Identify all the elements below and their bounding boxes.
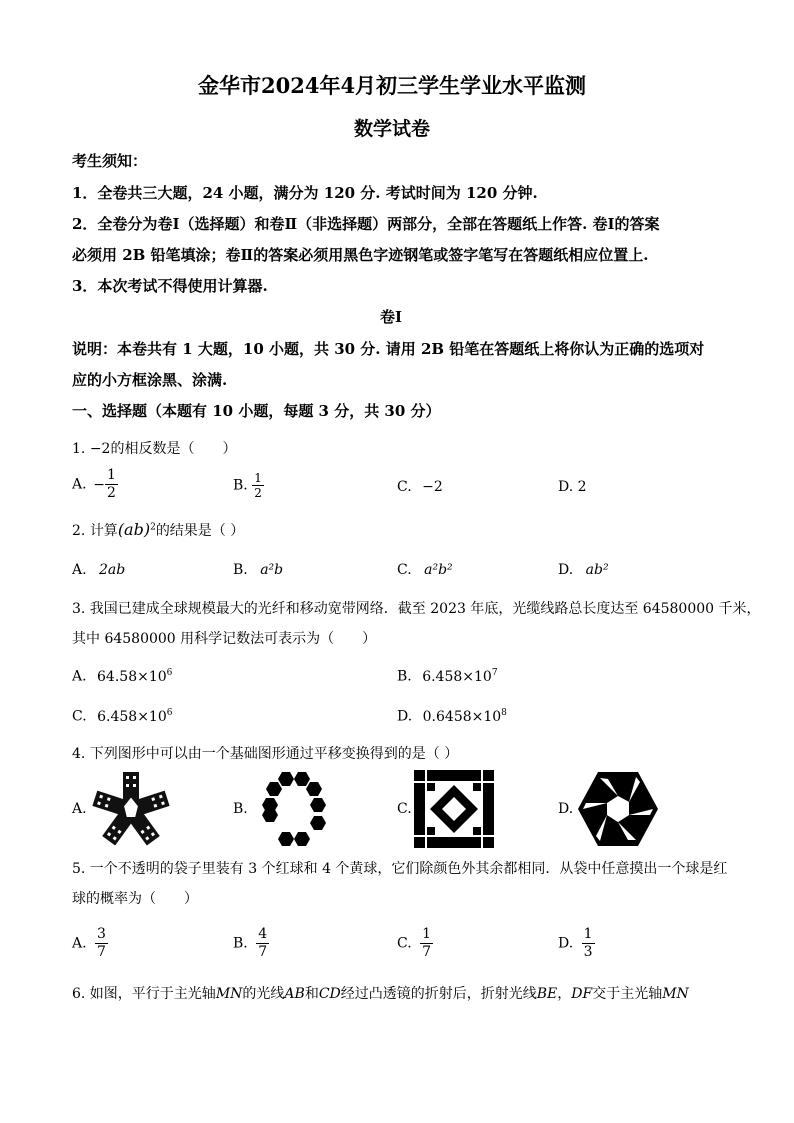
numerator: 1 [422,926,432,942]
notice-item-2a: 2．全卷分为卷Ⅰ（选择题）和卷Ⅱ（非选择题）两部分，全部在答题纸上作答. 卷Ⅰ的答案 [72,215,660,233]
q5-b-fraction [256,926,269,961]
option-label: C. [397,935,412,952]
numerator: 1 [254,471,262,485]
denominator: 2 [254,486,262,500]
q1-number: 1. [72,441,86,457]
q2-option-a [72,562,125,578]
q5-option-a [72,926,108,961]
exam-title: 金华市2024年4月初三学生学业水平监测 [198,73,587,98]
q1-option-c [397,479,443,495]
option-label: A. [72,476,87,493]
q4-figure-a-film-star [90,768,172,850]
q4-figure-b-hexagons [252,768,336,850]
q1-option-d [558,479,587,495]
option-label: D. [558,479,574,495]
q6-text-b: 的光线 [242,986,285,1002]
option-label: B. [233,935,248,952]
q5-c-fraction [420,926,433,961]
q2-option-b [233,562,283,578]
q6-text-c: 和 [304,986,319,1002]
q6-text [72,983,689,1003]
q6-text-a: 6. 如图，平行于主光轴 [72,986,216,1002]
q5-option-b [233,926,269,961]
option-label: B. [233,477,248,494]
option-label: B. [397,668,412,685]
notice-item-1: 1．全卷共三大题，24 小题，满分为 120 分. 考试时间为 120 分钟. [72,184,538,202]
numerator: 1 [583,926,593,942]
option-label: A. [72,668,87,685]
q6-math-mn: MN [215,986,243,1002]
q1-text: 的相反数是（ ） [110,441,237,457]
option-value: 6.458×10 [422,668,492,685]
option-label: D. [397,708,413,725]
q3-option-d [397,708,507,725]
denominator: 7 [422,944,432,960]
q1-option-a [72,467,118,502]
q3-line-2: 其中 64580000 用科学记数法可表示为（ ） [72,631,377,647]
q2-exponent: 2 [150,522,156,533]
option-label: C. [397,479,412,495]
q3-option-b [397,668,498,685]
question-1 [72,438,236,458]
q3-option-a [72,668,172,685]
q6-math-mn-2: MN [662,986,689,1002]
q2-number: 2. [72,523,86,539]
numerator: 1 [107,467,116,483]
q1-option-b [233,471,264,500]
option-value: 2 [577,479,587,495]
q6-text-d: 经过凸透镜的折射后，折射光线 [340,986,537,1002]
q2-text-b: 的结果是（ ） [155,523,245,539]
option-label: C. [397,562,412,578]
q4-label-b: B. [233,801,248,817]
denominator: 7 [97,944,106,960]
q5-a-fraction [95,926,108,961]
q6-math-ab: AB [284,986,305,1002]
q2-option-d [558,562,609,578]
exponent: 6 [166,668,173,678]
q1-math: −2 [89,441,111,457]
option-value: 2ab [99,562,126,578]
notice-heading: 考生须知： [72,152,148,170]
section-desc-b: 应的小方框涂黑、涂满. [72,371,228,389]
q1-a-fraction [105,467,118,502]
notice-item-2b: 必须用 2B 铅笔填涂；卷Ⅱ的答案必须用黑色字迹钢笔或签字笔写在答题纸相应位置上. [72,246,649,264]
denominator: 3 [583,944,593,960]
exam-subtitle: 数学试卷 [354,118,431,140]
q3-line-1: 3. 我国已建成全球规模最大的光纤和移动宽带网络．截至 2023 年底，光缆线路总长度达至 64580000 千米， [72,601,761,617]
q4-text: 4. 下列图形中可以由一个基础图形通过平移变换得到的是（ ） [72,746,459,762]
q5-line-2: 球的概率为（ ） [72,891,198,907]
q6-text-e: ， [557,986,572,1002]
q5-line-1: 5. 一个不透明的袋子里装有 3 个红球和 4 个黄球，它们除颜色外其余都相同．从袋中任意摸出一个球是红 [72,861,728,877]
q4-figure-c-square-frame [414,770,494,848]
option-label: D. [558,935,574,952]
q3-option-c [72,708,172,725]
q1-b-fraction [252,471,264,500]
exponent: 8 [501,708,507,718]
option-value: 0.6458×10 [422,708,502,725]
q5-option-d [558,926,595,961]
numerator: 4 [258,926,268,942]
exponent: 6 [166,708,173,718]
option-label: D. [558,562,574,578]
option-label: C. [72,708,87,725]
option-label: A. [72,935,87,952]
q2-math: (ab) [117,520,151,539]
option-value: −2 [422,479,443,495]
film-strip [92,772,169,845]
option-label: A. [72,562,87,578]
q5-option-c [397,926,433,961]
part-title: 一、选择题（本题有 10 小题，每题 3 分，共 30 分） [72,402,441,420]
option-value: 6.458×10 [97,708,167,725]
q5-d-fraction [582,926,595,961]
denominator: 7 [258,944,268,960]
q4-label-d: D. [558,801,574,817]
q1-a-sign: − [93,476,106,493]
exponent: 7 [491,668,498,678]
q6-math-be: BE [536,986,558,1002]
q2-text-a: 计算 [89,523,118,539]
section-title: 卷Ⅰ [380,308,403,326]
q6-math-cd: CD [318,986,341,1002]
question-2 [72,520,244,540]
option-value: ab² [585,562,609,578]
option-value: a²b [260,562,284,578]
option-value: a²b² [424,562,453,578]
q4-label-c: C. [397,801,412,817]
option-value: 64.58×10 [97,668,167,685]
q6-text-f: 交于主光轴 [592,986,663,1002]
q4-figure-d-aperture [578,770,658,848]
q2-option-c [397,562,453,578]
q4-label-a: A. [72,801,87,817]
q6-math-df: DF [571,986,593,1002]
section-desc-a: 说明：本卷共有 1 大题，10 小题，共 30 分. 请用 2B 铅笔在答题纸上将你认为正确的选项对 [72,340,705,358]
numerator: 3 [97,926,106,942]
option-label: B. [233,562,248,578]
denominator: 2 [107,485,116,501]
notice-item-3: 3．本次考试不得使用计算器. [72,277,268,295]
